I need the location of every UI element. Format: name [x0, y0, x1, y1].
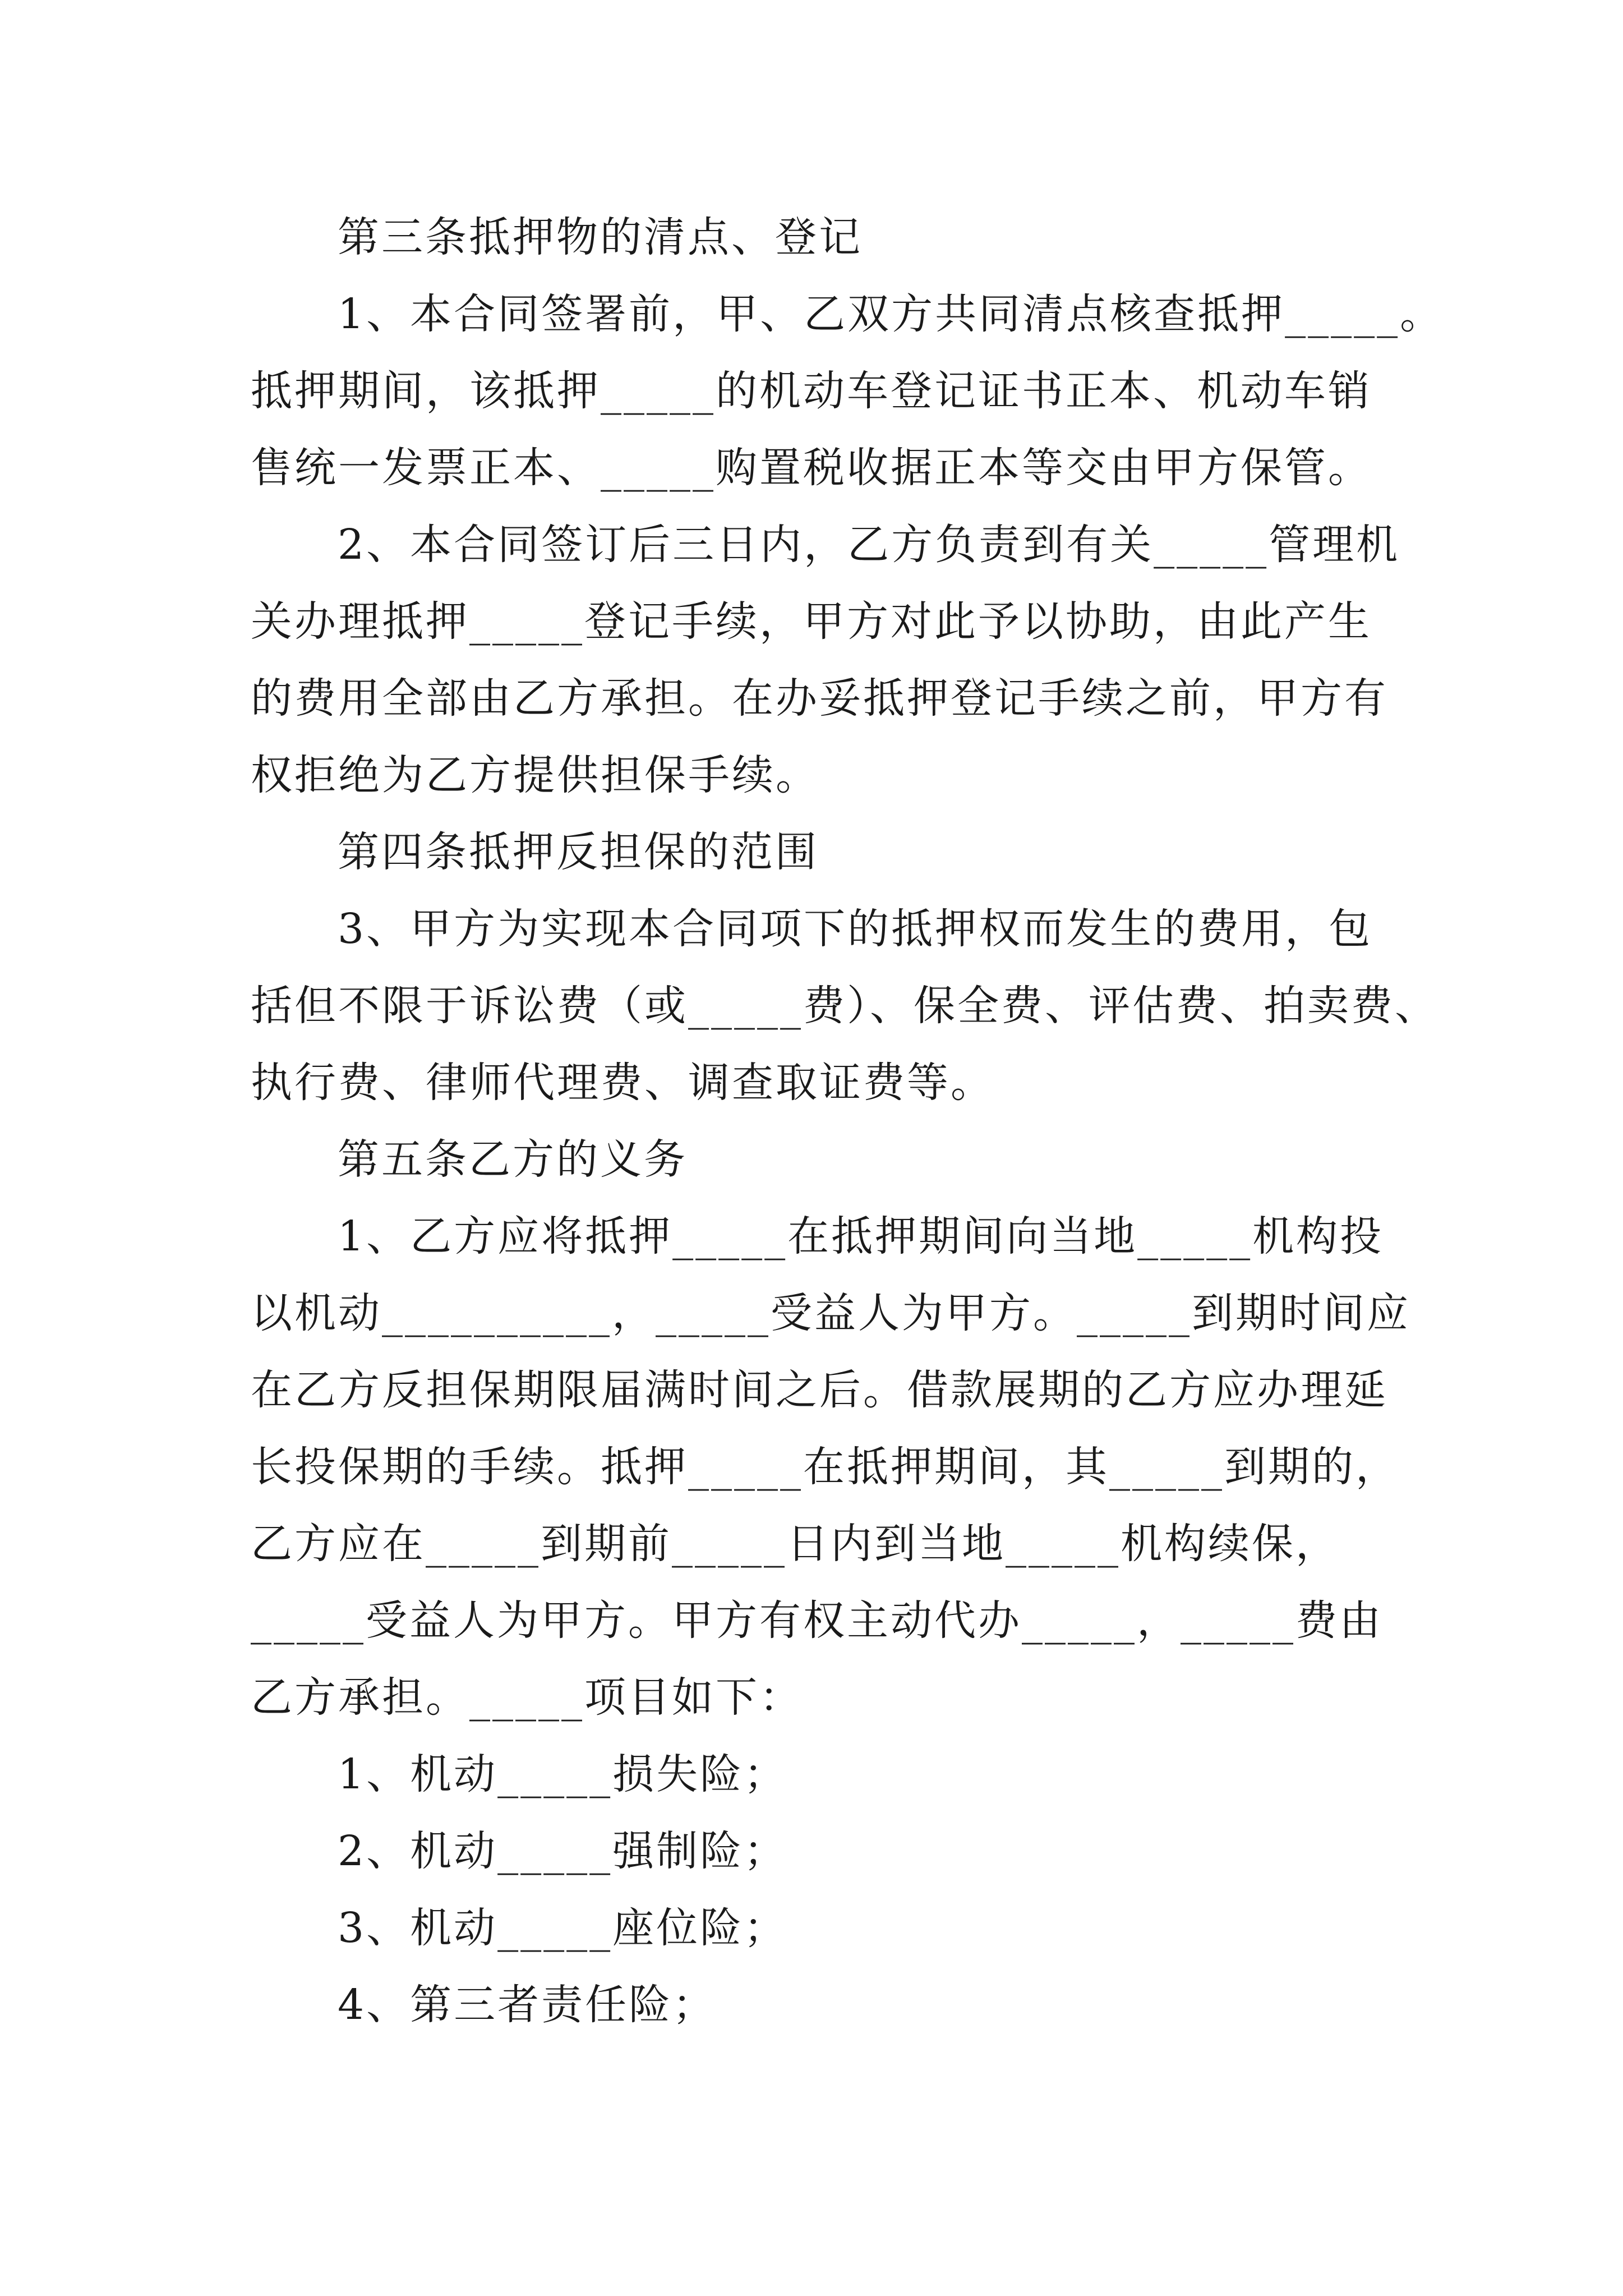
- section-5-heading: 第五条乙方的义务: [338, 1135, 688, 1184]
- text-line: 执行费、律师代理费、调查取证费等。: [251, 1059, 994, 1107]
- section-4-paragraph-3: [251, 891, 1438, 1121]
- section-3-heading: 第三条抵押物的清点、登记: [338, 213, 863, 261]
- text-line: 2、本合同签订后三日内，乙方负责到有关_____管理机: [338, 521, 1400, 569]
- section-3-paragraph-1: [251, 276, 1444, 507]
- section-5-paragraph-1: [251, 1198, 1410, 1736]
- text-line: 权拒绝为乙方提供担保手续。: [251, 751, 819, 799]
- text-line: 售统一发票正本、_____购置税收据正本等交由甲方保管。: [251, 444, 1372, 492]
- list-item: 1、机动_____损失险；: [338, 1750, 788, 1798]
- section-4-heading: 第四条抵押反担保的范围: [338, 828, 819, 876]
- text-line: 以机动__________，_____受益人为甲方。_____到期时间应: [251, 1289, 1410, 1337]
- text-line: 长投保期的手续。抵押_____在抵押期间，其_____到期的，: [251, 1443, 1399, 1491]
- list-item: 3、机动_____座位险；: [338, 1904, 788, 1952]
- list-item: 4、第三者责任险；: [338, 1981, 717, 2029]
- text-line: 1、乙方应将抵押_____在抵押期间向当地_____机构投: [338, 1212, 1384, 1260]
- text-line: 1、本合同签署前，甲、乙双方共同清点核查抵押_____。: [338, 290, 1444, 338]
- text-line: 在乙方反担保期限届满时间之后。借款展期的乙方应办理延: [251, 1366, 1388, 1414]
- text-line: 3、甲方为实现本合同项下的抵押权而发生的费用，包: [338, 905, 1373, 953]
- text-line: 的费用全部由乙方承担。在办妥抵押登记手续之前，甲方有: [251, 674, 1388, 723]
- text-line: _____受益人为甲方。甲方有权主动代办_____，_____费由: [251, 1596, 1383, 1645]
- section-3-paragraph-2: [251, 507, 1400, 814]
- text-line: 括但不限于诉讼费（或_____费）、保全费、评估费、拍卖费、: [251, 982, 1438, 1030]
- document-page: [251, 199, 1444, 2044]
- list-item: 2、机动_____强制险；: [338, 1827, 788, 1875]
- text-line: 乙方承担。_____项目如下：: [251, 1673, 803, 1722]
- text-line: 乙方应在_____到期前_____日内到当地_____机构续保，: [251, 1520, 1339, 1568]
- text-line: 关办理抵押_____登记手续，甲方对此予以协助，由此产生: [251, 597, 1372, 646]
- text-line: 抵押期间，该抵押_____的机动车登记证书正本、机动车销: [251, 367, 1372, 415]
